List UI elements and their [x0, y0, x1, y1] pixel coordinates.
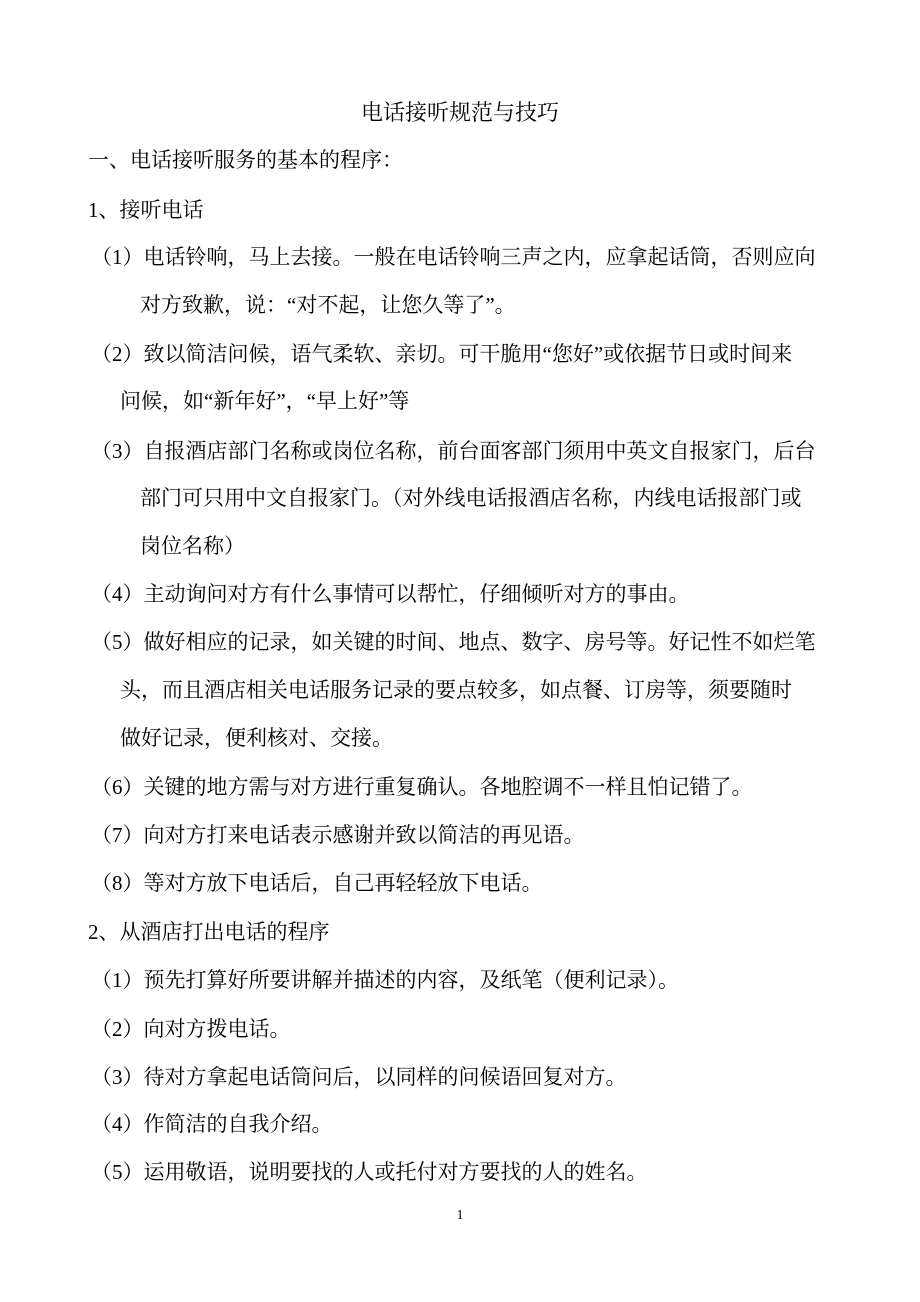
list-item: （5）做好相应的记录，如关键的时间、地点、数字、房号等。好记性不如烂笔	[91, 630, 816, 654]
list-item: （1）电话铃响，马上去接。一般在电话铃响三声之内，应拿起话筒，否则应向	[91, 245, 816, 269]
document-title: 电话接听规范与技巧	[360, 100, 559, 125]
subsection-heading: 2、从酒店打出电话的程序	[88, 920, 330, 944]
section-heading: 一、电话接听服务的基本的程序：	[88, 148, 403, 172]
list-item-continuation: 做好记录，便利核对、交接。	[120, 726, 393, 750]
list-item: （4）主动询问对方有什么事情可以帮忙，仔细倾听对方的事由。	[91, 582, 690, 606]
list-item: （4）作简洁的自我介绍。	[91, 1112, 333, 1136]
list-item-continuation: 问候，如“新年好”，“早上好”等	[120, 389, 410, 413]
list-item: （6）关键的地方需与对方进行重复确认。各地腔调不一样且怕记错了。	[91, 775, 753, 799]
list-item: （2）向对方拨电话。	[91, 1017, 291, 1041]
list-item: （5）运用敬语，说明要找的人或托付对方要找的人的姓名。	[91, 1160, 648, 1184]
list-item: （2）致以简洁问候，语气柔软、亲切。可干脆用“您好”或依据节日或时间来	[91, 342, 793, 366]
list-item-continuation: 岗位名称）	[140, 534, 245, 558]
list-item-continuation: 对方致歉，说：“对不起，让您久等了”。	[140, 293, 516, 317]
list-item-continuation: 部门可只用中文自报家门。（对外线电话报酒店名称，内线电话报部门或	[140, 486, 802, 510]
list-item: （1）预先打算好所要讲解并描述的内容，及纸笔（便利记录）。	[91, 968, 679, 992]
list-item: （8）等对方放下电话后，自己再轻轻放下电话。	[91, 871, 543, 895]
list-item: （3）自报酒店部门名称或岗位名称，前台面客部门须用中英文自报家门，后台	[91, 439, 816, 463]
subsection-heading: 1、接听电话	[88, 198, 204, 222]
page-number: 1	[456, 1208, 464, 1223]
list-item: （3）待对方拿起电话筒问后，以同样的问候语回复对方。	[91, 1065, 627, 1089]
list-item-continuation: 头，而且酒店相关电话服务记录的要点较多，如点餐、订房等，须要随时	[120, 678, 792, 702]
list-item: （7）向对方打来电话表示感谢并致以简洁的再见语。	[91, 823, 585, 847]
